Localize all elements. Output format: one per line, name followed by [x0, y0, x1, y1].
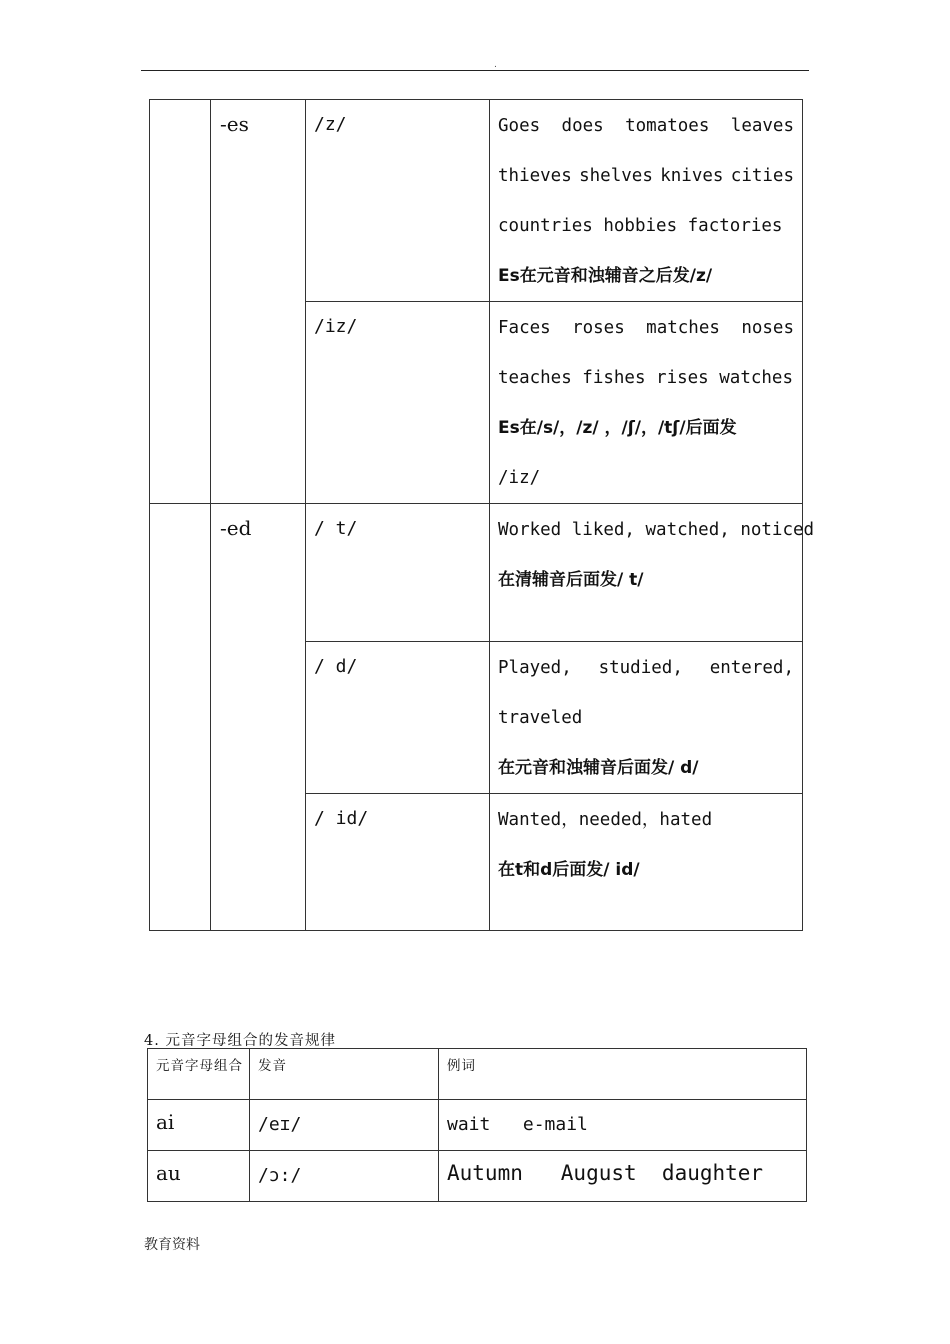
example-word: Faces [498, 318, 551, 338]
example-word: Goes [498, 116, 541, 136]
section-title: 4. 元音字母组合的发音规律 [144, 1033, 336, 1049]
example-line [498, 303, 794, 353]
footer-text: 教育资料 [144, 1237, 200, 1253]
pronunciation-cell: /ɔ:/ [250, 1151, 439, 1202]
sound-cell: / id/ [306, 794, 490, 931]
blank-cell [150, 100, 211, 504]
header-cell: 例词 [439, 1049, 807, 1100]
example-line: teaches fishes rises watches [498, 368, 794, 388]
example-line: Worked liked, watched, noticed [498, 520, 815, 540]
sound-cell: / d/ [306, 642, 490, 794]
example-line: countries hobbies factories [498, 216, 783, 236]
combo-cell: au [148, 1151, 250, 1202]
example-word: Played, [498, 658, 572, 678]
rule-line: 在t和d后面发/ id/ [498, 860, 640, 880]
example-line [498, 151, 794, 201]
example-word: thieves [498, 166, 572, 186]
sound-cell: /iz/ [306, 302, 490, 504]
table-header-row [148, 1049, 807, 1100]
example-word: cities [730, 166, 794, 186]
example-word: knives [660, 166, 724, 186]
header-cell: 发音 [250, 1049, 439, 1100]
example-word: entered, [709, 658, 794, 678]
suffix-pronunciation-table [149, 99, 815, 931]
rule-line: 在元音和浊辅音后面发/ d/ [498, 758, 699, 778]
combo-cell: ai [148, 1100, 250, 1151]
example-line [498, 643, 794, 693]
examples-cell [490, 794, 803, 931]
table-row [148, 1100, 807, 1151]
example-words-cell: wait e-mail [439, 1100, 807, 1151]
example-line: /iz/ [498, 468, 541, 488]
sound-cell: / t/ [306, 504, 490, 642]
example-word: noses [741, 318, 794, 338]
blank-cell [150, 504, 211, 931]
header-cell: 元音字母组合 [148, 1049, 250, 1100]
example-words-cell: Autumn August daughter [439, 1151, 807, 1202]
example-word: roses [572, 318, 625, 338]
example-word: leaves [730, 116, 794, 136]
example-word: tomatoes [625, 116, 710, 136]
header-rule [141, 70, 809, 71]
header-mark: . [494, 60, 497, 70]
sound-cell: /z/ [306, 100, 490, 302]
examples-cell [490, 100, 803, 302]
vowel-combination-table [147, 1048, 807, 1202]
examples-cell [490, 504, 815, 642]
suffix-cell: -es [211, 100, 306, 504]
rule-line: Es在/s/，/z/ ，/ʃ/，/tʃ/后面发 [498, 418, 737, 438]
examples-cell [490, 642, 803, 794]
rule-line: 在清辅音后面发/ t/ [498, 570, 644, 590]
example-word: does [561, 116, 604, 136]
example-word: matches [646, 318, 720, 338]
suffix-cell: -ed [211, 504, 306, 931]
rule-line: Es在元音和浊辅音之后发/z/ [498, 266, 713, 286]
example-line: traveled [498, 708, 583, 728]
table-row [150, 100, 803, 302]
example-line [498, 101, 794, 151]
table-row [148, 1151, 807, 1202]
pronunciation-cell: /eɪ/ [250, 1100, 439, 1151]
example-line: Wanted，needed，hated [498, 810, 713, 830]
example-word: shelves [579, 166, 653, 186]
example-word: studied, [598, 658, 683, 678]
examples-cell [490, 302, 803, 504]
table-row [150, 504, 803, 642]
